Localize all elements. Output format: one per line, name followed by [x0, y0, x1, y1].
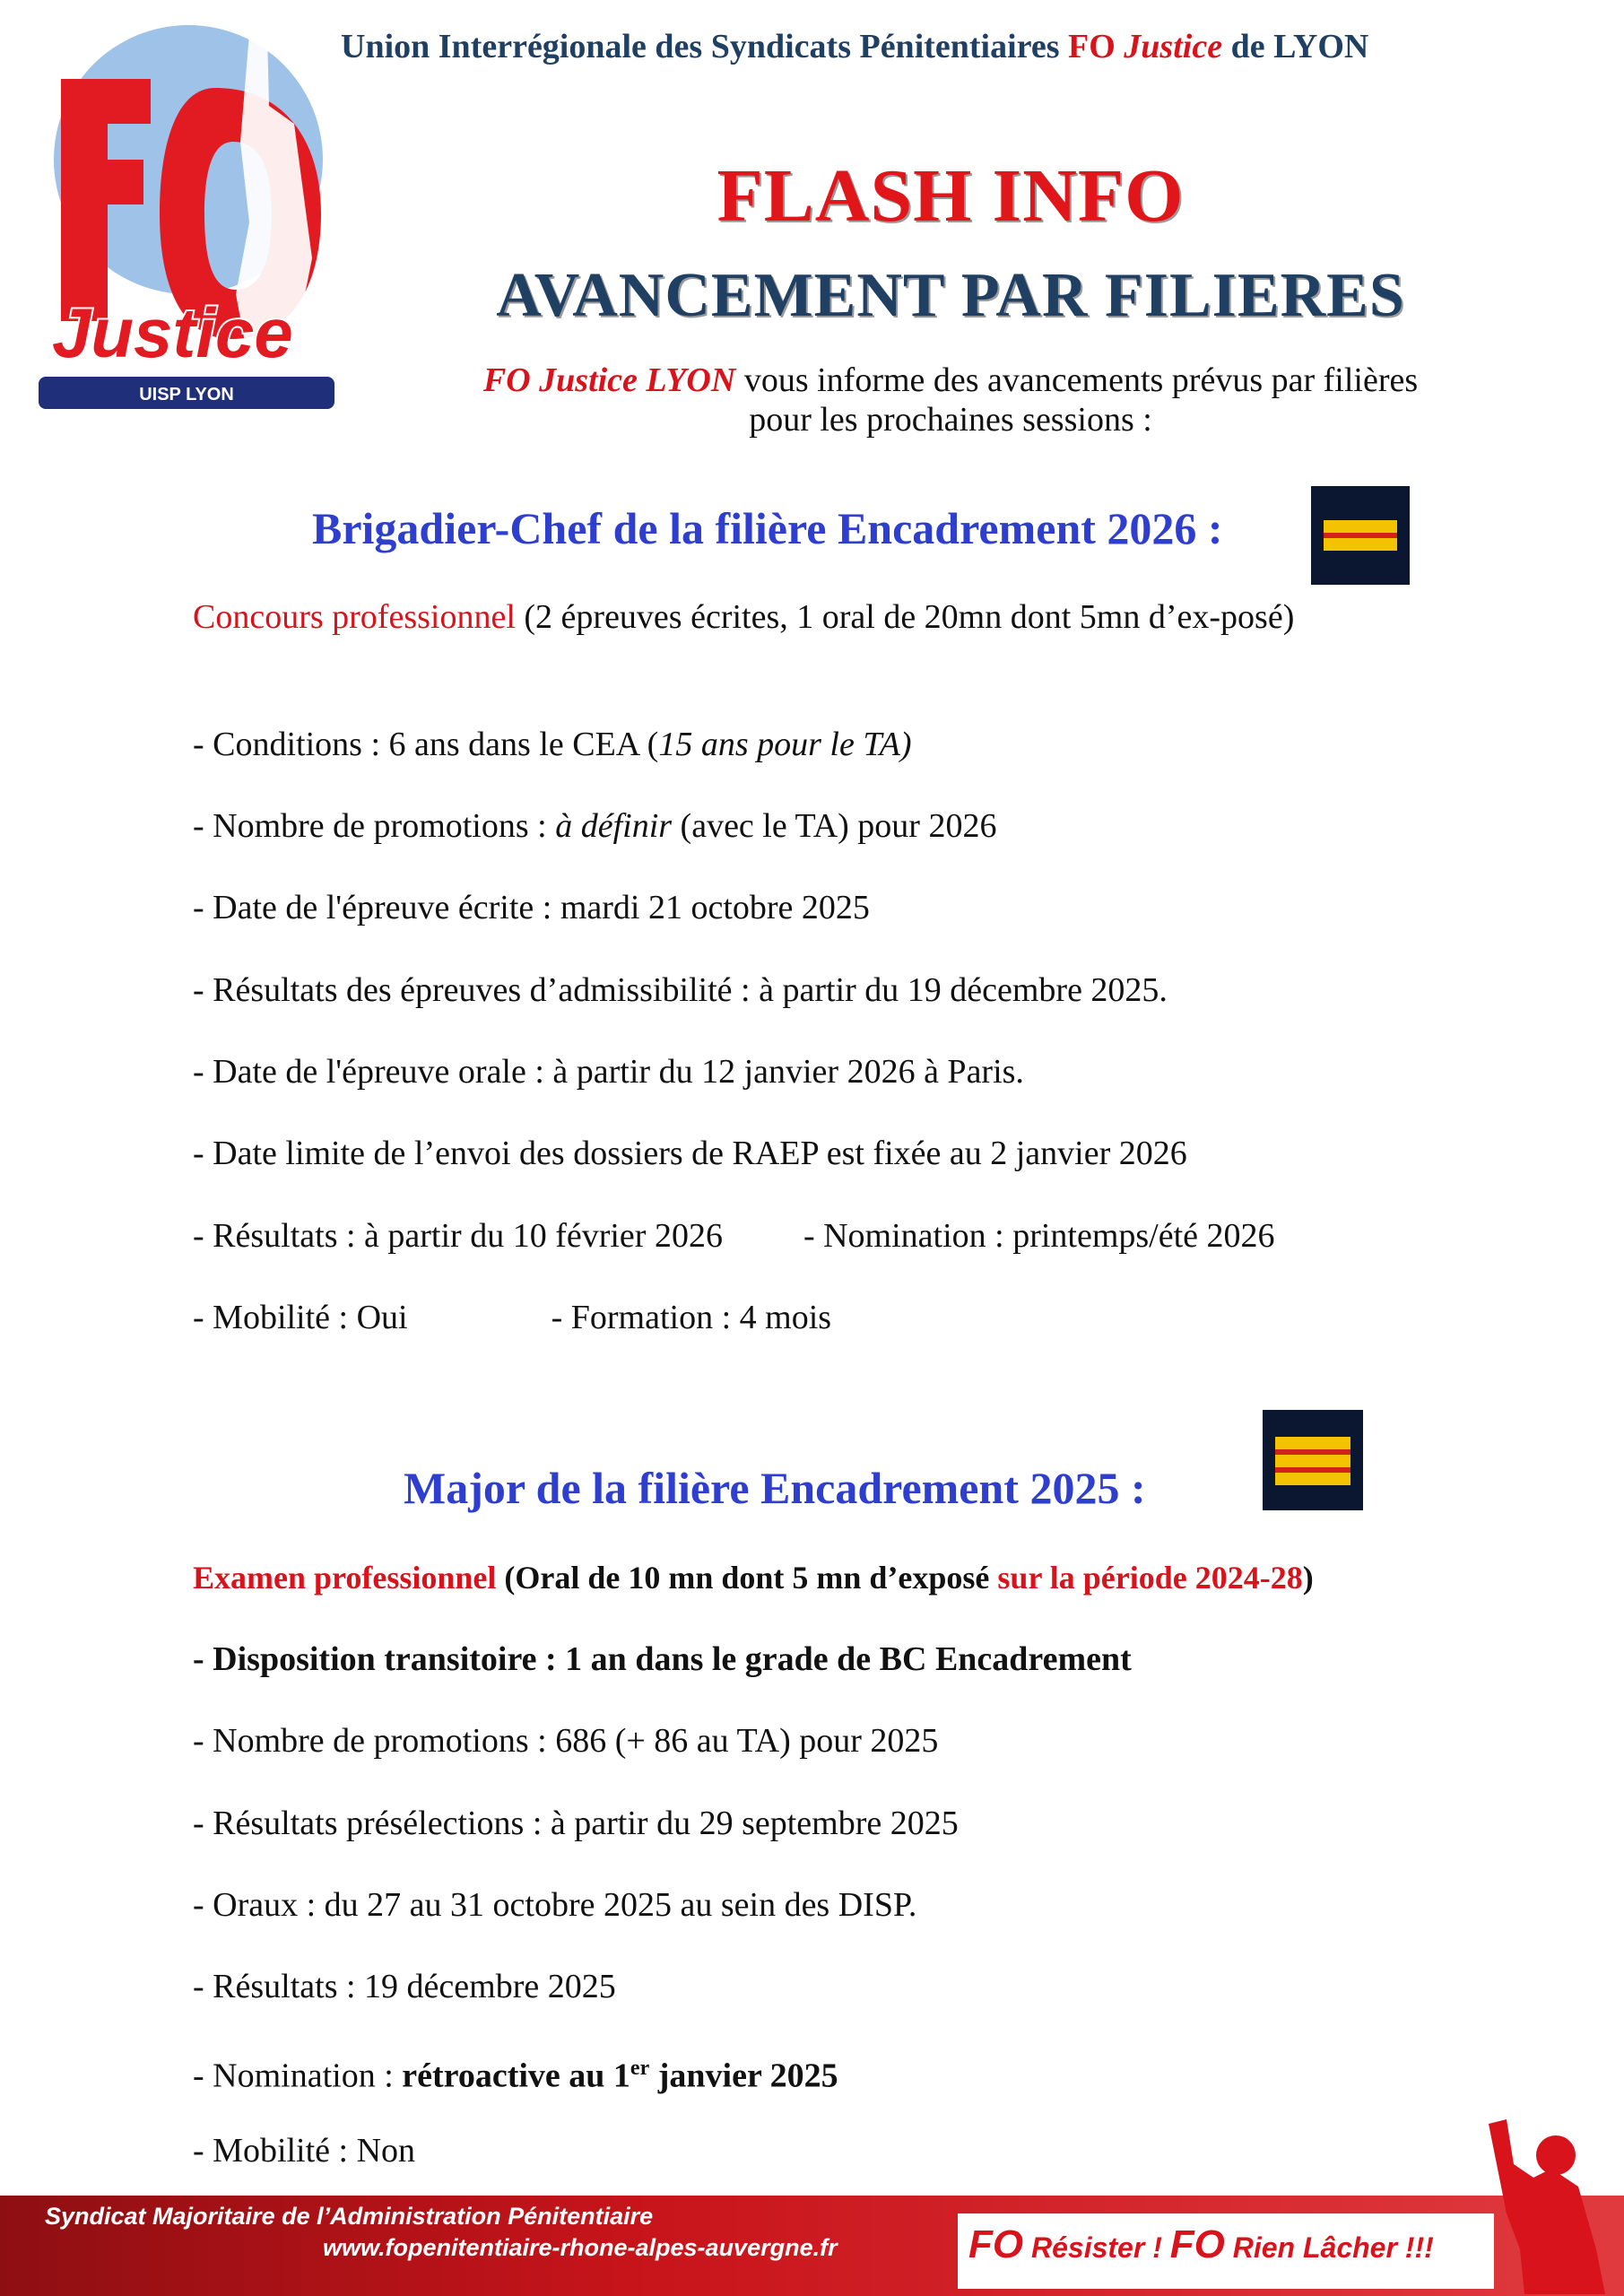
section1-conditions-ta: 15 ans pour le TA): [658, 726, 912, 763]
section2-preselection: - Résultats présélections : à partir du 29 septembre 2025: [193, 1805, 959, 1842]
section2-mobility: - Mobilité : Non: [193, 2132, 416, 2170]
union-prefix: Union Interrégionale des Syndicats Pénitentiaires: [341, 28, 1060, 65]
section2-type-end: ): [1302, 1560, 1314, 1596]
section1-training: - Formation : 4 mois: [551, 1299, 832, 1336]
section1-promotions-prefix: - Nombre de promotions :: [193, 807, 556, 845]
section1-results: - Résultats : à partir du 10 février 2026: [193, 1217, 723, 1255]
section2-period: sur la période 2024-28: [997, 1560, 1303, 1596]
raised-fist-icon: [1471, 2115, 1614, 2294]
footer-website: www.fopenitentiaire-rhone-alpes-auvergne.fr: [323, 2234, 838, 2261]
logo-uisp-text: UISP LYON: [139, 385, 234, 404]
union-justice: Justice: [1124, 28, 1223, 65]
union-fo: FO: [1068, 28, 1116, 65]
major-rank-icon: [1263, 1410, 1363, 1510]
section1-title: Brigadier-Chef de la filière Encadrement 2026 :: [312, 503, 1223, 553]
section2-nomination-sup: er: [630, 2057, 650, 2080]
section2-type-label: Examen professionnel: [193, 1560, 497, 1596]
section1-promotions-suffix: (avec le TA) pour 2026: [672, 807, 997, 845]
section1-oral-date: - Date de l'épreuve orale : à partir du 12 janvier 2026 à Paris.: [193, 1053, 1024, 1091]
section1-nomination: - Nomination : printemps/été 2026: [803, 1217, 1275, 1255]
section1-conditions-prefix: - Conditions : 6 ans dans le CEA (: [193, 726, 659, 763]
section1-type-label: Concours professionnel: [193, 598, 516, 636]
brigadier-chef-rank-icon: [1311, 486, 1410, 585]
section2-orals: - Oraux : du 27 au 31 octobre 2025 au sein des DISP.: [193, 1886, 917, 1924]
section2-nomination-end: janvier 2025: [649, 2057, 838, 2095]
section2-nomination-prefix: - Nomination :: [193, 2057, 403, 2095]
section1-mobility: - Mobilité : Oui: [193, 1299, 408, 1336]
intro-text: [341, 361, 1560, 439]
intro-line-2: pour les prochaines sessions :: [749, 401, 1152, 439]
slogan-fo-1: FO: [968, 2222, 1024, 2266]
slogan-rien-lacher: Rien Lâcher !!!: [1232, 2231, 1434, 2264]
section2-nomination: [193, 2047, 1448, 2098]
section1-promotions: [193, 804, 1448, 848]
section1-type-desc: (2 épreuves écrites, 1 oral de 20mn dont 5mn d’ex-posé): [524, 598, 1295, 636]
flash-info-title: FLASH INFO: [716, 154, 1185, 238]
page-title: AVANCEMENT PAR FILIERES: [496, 261, 1405, 330]
section1-promotions-italic: à définir: [555, 807, 673, 845]
intro-brand: FO Justice LYON: [482, 361, 736, 399]
section2-nomination-bold: rétroactive au 1: [402, 2057, 630, 2095]
section2-results: - Résultats : 19 décembre 2025: [193, 1968, 616, 2005]
slogan-fo-2: FO: [1169, 2222, 1225, 2266]
fo-justice-logo: [25, 25, 366, 420]
union-suffix: de LYON: [1230, 28, 1369, 65]
section2-transitional: - Disposition transitoire : 1 an dans le grade de BC Encadrement: [193, 1640, 1132, 1678]
section2-type-desc: (Oral de 10 mn dont 5 mn d’exposé: [504, 1560, 990, 1596]
slogan-resister: Résister !: [1031, 2231, 1162, 2264]
section1-mobility-row: [193, 1296, 1448, 1339]
section1-written-date: - Date de l'épreuve écrite : mardi 21 octobre 2025: [193, 889, 870, 926]
section1-conditions: [193, 723, 1448, 766]
footer-tagline: Syndicat Majoritaire de l’Administration Pénitentiaire: [45, 2203, 654, 2230]
intro-line-1: vous informe des avancements prévus par filières: [743, 361, 1419, 399]
section1-results-row: [193, 1214, 1448, 1257]
slogan: [968, 2222, 1434, 2267]
logo-justice-text: Justice: [52, 293, 293, 372]
section1-raep: - Date limite de l’envoi des dossiers de RAEP est fixée au 2 janvier 2026: [193, 1135, 1187, 1172]
section1-type: [193, 596, 1376, 639]
section2-type: [193, 1556, 1448, 1599]
section2-title: Major de la filière Encadrement 2025 :: [404, 1463, 1146, 1513]
section1-admissibility: - Résultats des épreuves d’admissibilité : à partir du 19 décembre 2025.: [193, 971, 1168, 1009]
section2-promotions: - Nombre de promotions : 686 (+ 86 au TA) pour 2025: [193, 1722, 939, 1760]
